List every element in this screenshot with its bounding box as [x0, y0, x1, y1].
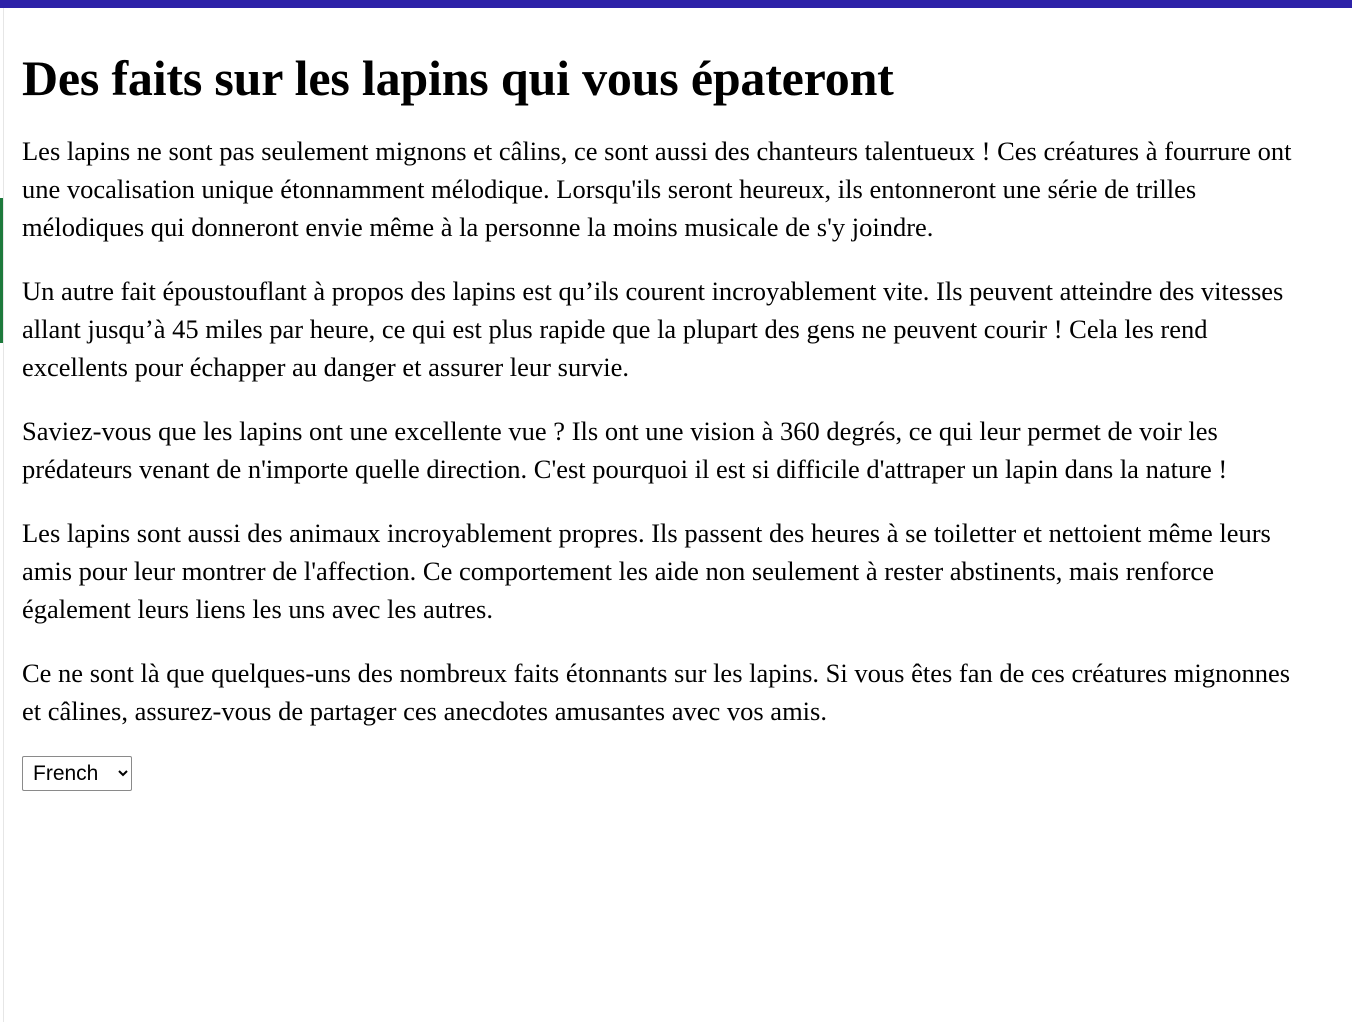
page-title: Des faits sur les lapins qui vous épateront [22, 50, 894, 106]
document-page [0, 8, 1352, 1022]
paragraph: Ce ne sont là que quelques-uns des nombreux faits étonnants sur les lapins. Si vous êtes fan de ces créatures mignonnes et câlines, assurez-vous de partager ces anecdotes amusantes avec vos amis. [22, 658, 1291, 726]
paragraph: Un autre fait époustouflant à propos des lapins est qu’ils courent incroyablement vite. Ils peuvent atteindre des vitesses allant jusqu’à 45 miles par heure, ce qui est plus rapide que la plupart des gens ne peuvent courir ! Cela les rend excellents pour échapper au danger et assurer leur survie. [22, 276, 1284, 382]
paragraph: Les lapins ne sont pas seulement mignons et câlins, ce sont aussi des chanteurs talentueux ! Ces créatures à fourrure ont une vocalisation unique étonnamment mélodique. Lorsqu'ils seront heureux, ils entonneront une série de trilles mélodiques qui donneront envie même à la personne la moins musicale de s'y joindre. [22, 136, 1292, 242]
language-select[interactable] [22, 756, 132, 791]
language-selector-container [22, 756, 1312, 791]
paragraph: Saviez-vous que les lapins ont une excellente vue ? Ils ont une vision à 360 degrés, ce qui leur permet de voir les prédateurs venant de n'importe quelle direction. C'est pourquoi il est si difficile d'attraper un lapin dans la nature ! [22, 416, 1228, 484]
browser-accent-bar [0, 0, 1352, 8]
paragraph: Les lapins sont aussi des animaux incroyablement propres. Ils passent des heures à se toiletter et nettoient même leurs amis pour leur montrer de l'affection. Ce comportement les aide non seulement à rester abstinents, mais renforce également leurs liens les uns avec les autres. [22, 518, 1271, 624]
